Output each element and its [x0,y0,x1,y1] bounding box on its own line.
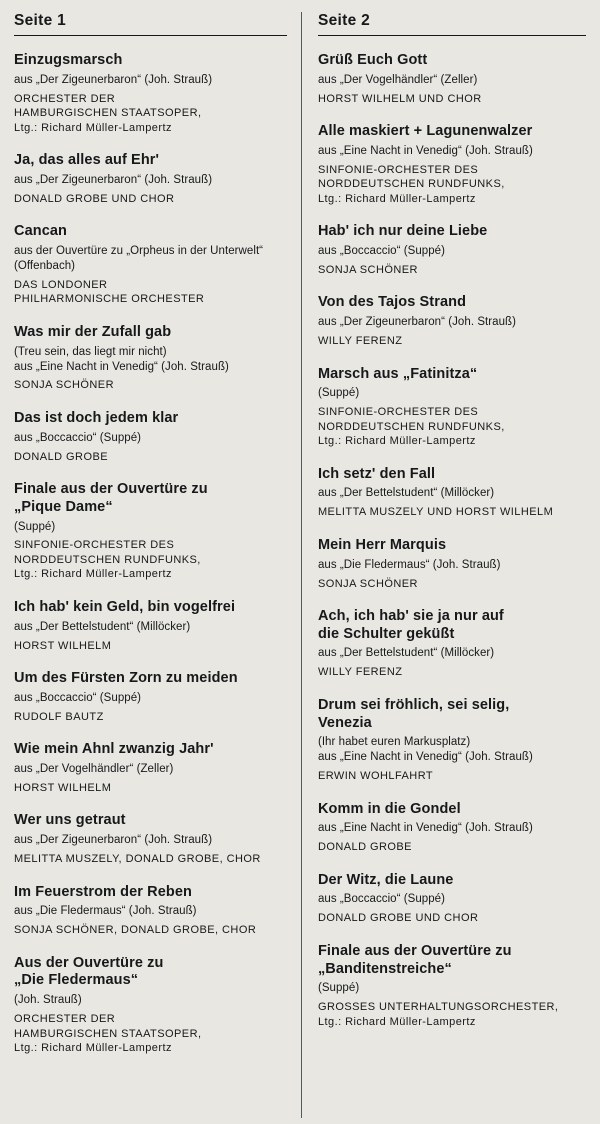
track-performer: HORST WILHELM [14,781,112,794]
track-source: aus „Die Fledermaus“ (Joh. Strauß) [14,905,197,918]
track-performer: SONJA SCHÖNER [317,577,418,590]
track-performer: DONALD GROBE UND CHOR [14,192,175,205]
track-performer: HORST WILHELM UND CHOR [317,92,482,105]
track-title: Ach, ich hab' sie ja nur auf die Schulter geküßt [317,608,504,642]
track-source: aus „Der Bettelstudent“ (Millöcker) [317,487,495,500]
column-side-1 [14,12,301,1118]
track-source: (Suppé) [317,387,360,400]
header-divider-side-1 [14,35,287,36]
track-performer: DONALD GROBE [317,841,412,854]
track-performer: ORCHESTER DER HAMBURGISCHEN STAATSOPER, Ltg.: Richard Müller-Lampertz [14,1013,202,1055]
track-item [14,812,287,866]
track-title: Der Witz, die Laune [317,871,454,888]
track-performer: WILLY FERENZ [317,666,403,679]
track-source: (Treu sein, das liegt mir nicht) aus „Eine Nacht in Venedig“ (Joh. Strauß) [14,345,229,373]
track-title: Finale aus der Ouvertüre zu „Banditenstreiche“ [317,942,512,977]
track-performer: MELITTA MUSZELY UND HORST WILHELM [317,506,554,519]
track-item [14,884,287,938]
track-performer: MELITTA MUSZELY, DONALD GROBE, CHOR [14,853,261,866]
track-item [14,670,287,724]
track-item [318,801,586,855]
track-performer: DAS LONDONER PHILHARMONISCHE ORCHESTER [14,278,205,306]
track-item [318,466,586,520]
column-header-side-2: Seite 2 [317,12,371,29]
track-title: Ich hab' kein Geld, bin vogelfrei [14,598,236,615]
track-source: aus „Boccaccio“ (Suppé) [317,893,446,906]
track-item [318,294,586,348]
track-performer: HORST WILHELM [14,639,112,652]
track-source: aus „Der Zigeunerbaron“ (Joh. Strauß) [14,73,213,86]
track-title: Finale aus der Ouvertüre zu „Pique Dame“ [14,481,208,515]
track-item [14,599,287,653]
track-title: Grüß Euch Gott [317,52,428,68]
track-performer: WILLY FERENZ [317,335,403,348]
track-title: Marsch aus „Fatinitza“ [317,365,478,382]
track-item [318,697,586,784]
track-source: aus „Der Bettelstudent“ (Millöcker) [14,620,191,633]
track-item [14,324,287,393]
track-performer: ERWIN WOHLFAHRT [317,770,434,783]
track-item [14,741,287,795]
track-performer: SONJA SCHÖNER [14,379,114,392]
track-performer: SONJA SCHÖNER, DONALD GROBE, CHOR [14,924,257,937]
track-title: Hab' ich nur deine Liebe [317,223,488,240]
track-item [318,223,586,277]
track-source: (Joh. Strauß) [14,994,82,1007]
track-performer: DONALD GROBE [14,450,109,463]
track-source: aus „Eine Nacht in Venedig“ (Joh. Strauß) [317,144,533,157]
track-item [318,943,586,1029]
track-title: Alle maskiert + Lagunenwalzer [317,123,533,140]
track-source: aus „Boccaccio“ (Suppé) [317,245,446,257]
track-item [318,872,586,926]
track-performer: GROSSES UNTERHALTUNGSORCHESTER, Ltg.: Richard Müller-Lampertz [317,1001,559,1028]
track-item [14,152,287,206]
track-title: Cancan [14,223,67,240]
track-item [14,223,287,307]
track-source: aus „Boccaccio“ (Suppé) [14,691,142,704]
track-source: aus „Die Fledermaus“ (Joh. Strauß) [317,558,501,571]
track-source: aus „Boccaccio“ (Suppé) [14,431,142,444]
track-source: aus „Der Zigeunerbaron“ (Joh. Strauß) [14,173,213,186]
track-item [14,955,287,1056]
track-source: aus „Der Vogelhändler“ (Zeller) [14,762,174,775]
track-source: aus der Ouvertüre zu „Orpheus in der Unterwelt“ (Offenbach) [14,245,264,272]
track-source: aus „Eine Nacht in Venedig“ (Joh. Strauß) [317,822,533,835]
track-source: aus „Der Zigeunerbaron“ (Joh. Strauß) [14,834,213,847]
track-source: (Ihr habet euren Markusplatz) aus „Eine Nacht in Venedig“ (Joh. Strauß) [317,736,533,764]
track-title: Um des Fürsten Zorn zu meiden [14,670,238,687]
track-performer: RUDOLF BAUTZ [14,710,104,723]
track-source: aus „Der Bettelstudent“ (Millöcker) [317,647,495,660]
track-title: Drum sei fröhlich, sei selig, Venezia [317,696,510,731]
track-title: Wer uns getraut [14,812,126,829]
header-divider-side-2 [318,35,586,36]
track-performer: SONJA SCHÖNER [317,263,418,276]
track-title: Was mir der Zufall gab [14,323,172,340]
track-source: aus „Der Vogelhändler“ (Zeller) [317,73,478,86]
track-source: aus „Der Zigeunerbaron“ (Joh. Strauß) [317,316,517,329]
track-title: Aus der Ouvertüre zu „Die Fledermaus“ [14,954,164,989]
track-title: Ja, das alles auf Ehr' [14,152,160,169]
track-source: (Suppé) [317,982,360,995]
column-side-2 [301,12,586,1118]
track-item [14,410,287,464]
track-list-side-2 [318,52,586,1029]
track-performer: DONALD GROBE UND CHOR [317,912,479,925]
track-performer: ORCHESTER DER HAMBURGISCHEN STAATSOPER, Ltg.: Richard Müller-Lampertz [14,92,202,134]
track-source: (Suppé) [14,520,56,533]
tracklist-columns [14,12,586,1118]
track-item [318,537,586,591]
track-title: Im Feuerstrom der Reben [14,883,192,900]
track-list-side-1 [14,52,287,1056]
track-title: Mein Herr Marquis [317,536,447,553]
column-header-side-1: Seite 1 [14,12,67,29]
track-title: Wie mein Ahnl zwanzig Jahr' [14,741,214,758]
track-title: Ich setz' den Fall [317,465,436,482]
track-item [318,608,586,680]
track-item [318,366,586,449]
track-item [14,481,287,582]
track-performer: SINFONIE-ORCHESTER DES NORDDEUTSCHEN RUNDFUNKS, Ltg.: Richard Müller-Lampertz [14,539,201,581]
track-performer: SINFONIE-ORCHESTER DES NORDDEUTSCHEN RUNDFUNKS, Ltg.: Richard Müller-Lampertz [317,406,505,448]
track-performer: SINFONIE-ORCHESTER DES NORDDEUTSCHEN RUNDFUNKS, Ltg.: Richard Müller-Lampertz [317,163,505,205]
track-item [318,52,586,106]
track-title: Von des Tajos Strand [317,294,467,311]
track-title: Einzugsmarsch [14,52,123,68]
track-item [318,123,586,206]
track-title: Komm in die Gondel [317,800,461,817]
track-item [14,52,287,135]
track-title: Das ist doch jedem klar [14,409,179,426]
